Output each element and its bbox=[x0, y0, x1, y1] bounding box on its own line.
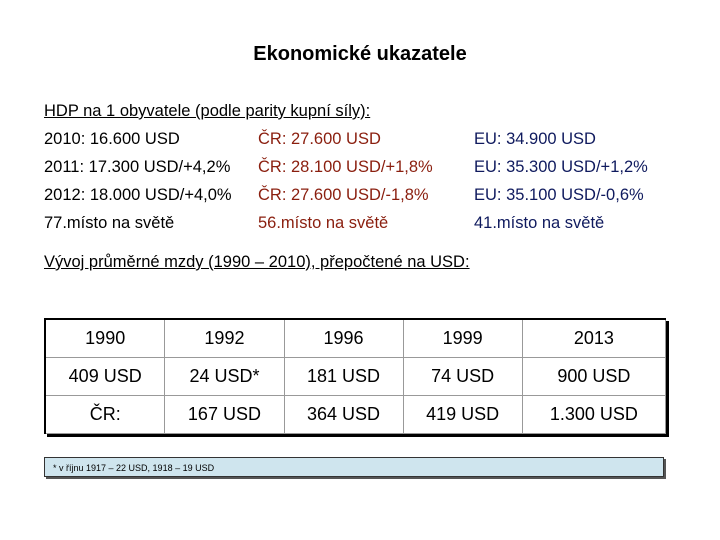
gdp-heading: HDP na 1 obyvatele (podle parity kupní síly): bbox=[44, 102, 371, 120]
gdp-row bbox=[44, 153, 648, 181]
table-cell: 167 USD bbox=[165, 396, 284, 434]
gdp-country-rank: 77.místo na světě bbox=[44, 214, 175, 232]
page-title: Ekonomické ukazatele bbox=[253, 43, 467, 65]
table-cell: 419 USD bbox=[403, 396, 522, 434]
table-cell: 900 USD bbox=[522, 358, 665, 396]
table-row bbox=[45, 396, 666, 434]
wage-heading: Vývoj průměrné mzdy (1990 – 2010), přepočtené na USD: bbox=[44, 253, 470, 271]
wage-table bbox=[44, 318, 666, 434]
table-row bbox=[45, 319, 666, 358]
table-cell: 2013 bbox=[522, 319, 665, 358]
gdp-country-value: 2011: 17.300 USD/+4,2% bbox=[44, 158, 231, 176]
table-cell: 1999 bbox=[403, 319, 522, 358]
gdp-eu-rank: 41.místo na světě bbox=[474, 214, 605, 232]
gdp-country-value: 2010: 16.600 USD bbox=[44, 130, 180, 148]
table-cell: 364 USD bbox=[284, 396, 403, 434]
gdp-cr-rank: 56.místo na světě bbox=[258, 214, 389, 232]
gdp-eu-value: EU: 35.300 USD/+1,2% bbox=[474, 158, 648, 176]
gdp-eu-value: EU: 35.100 USD/-0,6% bbox=[474, 186, 644, 204]
gdp-cr-value: ČR: 28.100 USD/+1,8% bbox=[258, 158, 433, 176]
table-cell: 1990 bbox=[45, 319, 165, 358]
gdp-row bbox=[44, 125, 596, 153]
gdp-rank-row bbox=[44, 209, 605, 237]
gdp-cr-value: ČR: 27.600 USD bbox=[258, 130, 381, 148]
gdp-section bbox=[44, 97, 648, 237]
table-cell: 74 USD bbox=[403, 358, 522, 396]
table-row bbox=[45, 358, 666, 396]
table-cell: 24 USD* bbox=[165, 358, 284, 396]
footnote: * v říjnu 1917 – 22 USD, 1918 – 19 USD bbox=[44, 457, 664, 477]
table-cell: 1996 bbox=[284, 319, 403, 358]
table-cell: 1992 bbox=[165, 319, 284, 358]
table-cell: ČR: bbox=[45, 396, 165, 434]
gdp-cr-value: ČR: 27.600 USD/-1,8% bbox=[258, 186, 429, 204]
gdp-row bbox=[44, 181, 644, 209]
table-cell: 181 USD bbox=[284, 358, 403, 396]
gdp-eu-value: EU: 34.900 USD bbox=[474, 130, 596, 148]
gdp-country-value: 2012: 18.000 USD/+4,0% bbox=[44, 186, 232, 204]
table-cell: 1.300 USD bbox=[522, 396, 665, 434]
table-cell: 409 USD bbox=[45, 358, 165, 396]
